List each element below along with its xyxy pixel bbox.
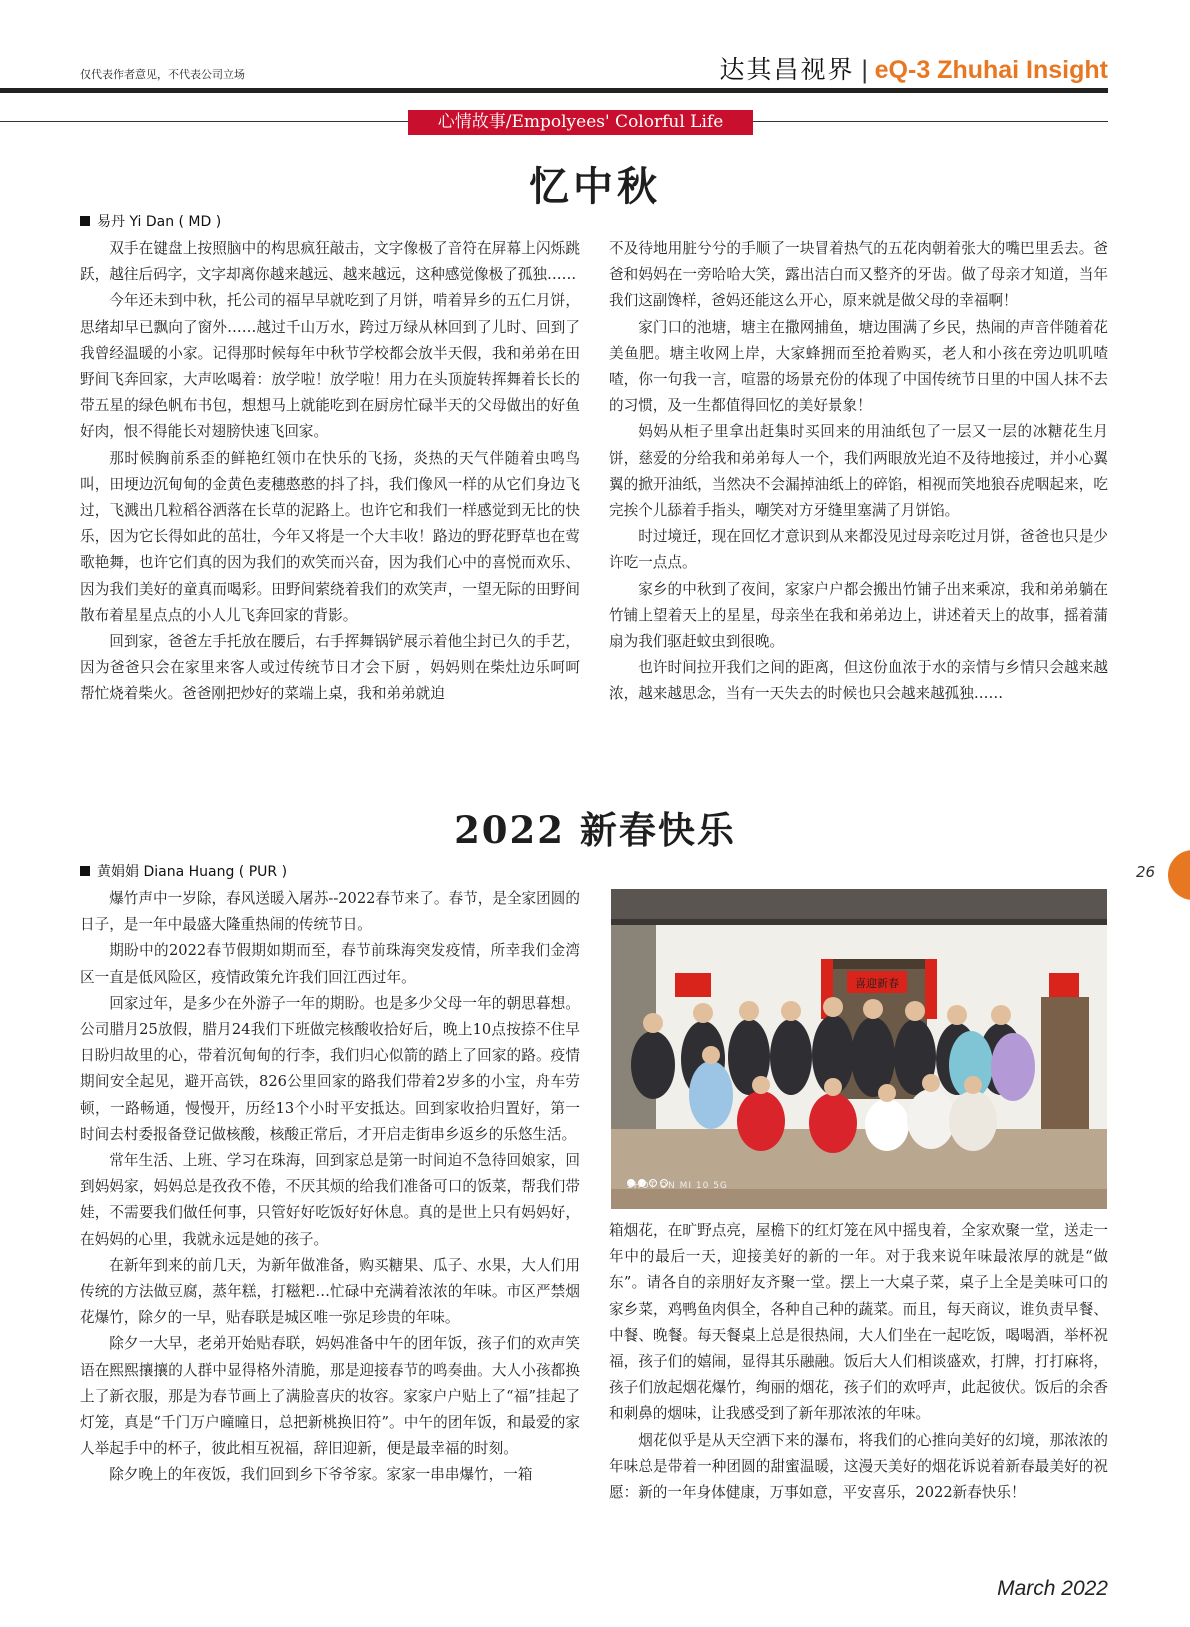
paragraph: 箱烟花，在旷野点亮，屋檐下的红灯笼在风中摇曳着，全家欢聚一堂，送走一年中的最后一天，迎接美好的新的一年。对于我来说年味最浓厚的就是“做东”。请各自的亲朋好友齐聚一堂。摆上一大桌子菜，桌子上全是美味可口的家乡菜，鸡鸭鱼肉俱全，各种自己种的蔬菜。而且，每天商议，谁负责早餐、中餐、晚餐。每天餐桌上总是很热闹，大人们坐在一起吃饭，喝喝酒，举杯祝福，孩子们的嬉闹，显得其乐融融。饭后大人们相谈盛欢，打牌，打打麻将，孩子们放起烟花爆竹，绚丽的烟花，孩子们的欢呼声，此起彼伏。饭后的余香和刺鼻的烟味，让我感受到了新年那浓浓的年味。: [609, 1222, 1108, 1423]
article-author: [80, 211, 221, 231]
paragraph: 烟花似乎是从天空洒下来的瀑布，将我们的心推向美好的幻境，那浓浓的年味总是带着一种团圆的甜蜜温暖，这漫天美好的烟花诉说着新春最美好的祝愿：新的一年身体健康，万事如意，平安喜乐，2022新春快乐！: [609, 1431, 1108, 1502]
page-tab-marker: [1168, 850, 1190, 900]
bullet-square-icon: [80, 216, 90, 226]
article-title: 忆中秋: [529, 163, 661, 210]
section-tag: 心情故事/Empolyees' Colorful Life: [408, 110, 753, 135]
paragraph: 家门口的池塘，塘主在撒网捕鱼，塘边围满了乡民，热闹的声音伴随着花美鱼肥。塘主收网上岸，大家蜂拥而至抢着购买，老人和小孩在旁边叽叽喳喳，你一句我一言，喧嚣的场景充份的体现了中国传统节日里的中国人抹不去的习惯，及一生都值得回忆的美好景象！: [609, 318, 1108, 415]
paragraph: 除夕一大早，老弟开始贴春联，妈妈准备中午的团年饭，孩子们的欢声笑语在熙熙攘攘的人群中显得格外清脆，那是迎接春节的鸣奏曲。大人小孩都换上了新衣服，那是为春节画上了满脸喜庆的妆容。家家户户贴上了“福”挂起了灯笼，真是“千门万户曈曈日，总把新桃换旧符”。中午的团年饭，和最爱的家人举起手中的杯子，彼此相互祝福，辞旧迎新，便是最幸福的时刻。: [80, 1335, 580, 1458]
family-photo-illustration: [611, 889, 1107, 1209]
page-number: 26: [1136, 863, 1156, 881]
photo-watermark: SHOT ON MI 10 5G: [627, 1181, 728, 1191]
magazine-masthead: [720, 50, 1108, 86]
author-name: 黄娟娟 Diana Huang ( PUR ): [97, 864, 288, 880]
family-photo: [611, 889, 1107, 1209]
paragraph: 妈妈从柜子里拿出赶集时买回来的用油纸包了一层又一层的冰糖花生月饼，慈爱的分给我和弟弟每人一个，我们两眼放光迫不及待地接过，并小心翼翼的掀开油纸，当然决不会漏掉油纸上的碎馅，相视而笑地狼吞虎咽起来，吃完挨个儿舔着手指头，嘲笑对方牙缝里塞满了月饼馅。: [609, 423, 1108, 520]
paragraph: 常年生活、上班、学习在珠海，回到家总是第一时间迫不急待回娘家，回到妈妈家，妈妈总是孜孜不倦，不厌其烦的给我们准备可口的饭菜，帮我们带娃，不需要我们做任何事，只管好好吃饭好好休息。真的是世上只有妈妈好，在妈妈的心里，我就永远是她的孩子。: [80, 1152, 580, 1248]
article-author: [80, 861, 287, 881]
paragraph: 时过境迁，现在回忆才意识到从来都没见过母亲吃过月饼，爸爸也只是少许吃一点点。: [609, 528, 1108, 572]
column-title-en: eQ-3 Zhuhai Insight: [874, 56, 1108, 84]
header-rule: [0, 88, 1108, 93]
paragraph: 今年还未到中秋，托公司的福早早就吃到了月饼，啃着异乡的五仁月饼，思绪却早已飘向了窗外……越过千山万水，跨过万绿从林回到了儿时、回到了我曾经温暖的小家。记得那时候每年中秋节学校都会放半天假，我和弟弟在田野间飞奔回家，大声吆喝着：放学啦！放学啦！用力在头顶旋转挥舞着长长的带五星的绿色帆布书包，想想马上就能吃到在厨房忙碌半天的父母做出的好鱼好肉，恨不得能长对翅膀快速飞回家。: [80, 292, 580, 441]
issue-date: March 2022: [997, 1577, 1108, 1600]
paragraph: 在新年到来的前几天，为新年做准备，购买糖果、瓜子、水果，大人们用传统的方法做豆腐，蒸年糕，打糍粑…忙碌中充满着浓浓的年味。市区严禁烟花爆竹，除夕的一早，贴春联是城区唯一弥足珍贵的年味。: [80, 1256, 580, 1327]
author-name: 易丹 Yi Dan ( MD ): [97, 214, 222, 230]
bullet-square-icon: [80, 866, 90, 876]
paragraph: 双手在键盘上按照脑中的构思疯狂敲击，文字像极了音符在屏幕上闪烁跳跃，越往后码字，文字却离你越来越远、越来越远，这种感觉像极了孤独……: [80, 240, 580, 284]
masthead-separator: |: [860, 56, 869, 84]
paragraph: 家乡的中秋到了夜间，家家户户都会搬出竹铺子出来乘凉，我和弟弟躺在竹铺上望着天上的星星，母亲坐在我和弟弟边上，讲述着天上的故事，摇着蒲扇为我们驱赶蚊虫到很晚。: [609, 580, 1108, 651]
article-title: 2022 新春快乐: [454, 808, 736, 852]
paragraph: 回家过年，是多少在外游子一年的期盼。也是多少父母一年的朝思暮想。公司腊月25放假，腊月24我们下班做完核酸收拾好后，晚上10点按捺不住早日盼归故里的心，带着沉甸甸的行李，我们归心似箭的踏上了回家的路。疫情期间安全起见，避开高铁，826公里回家的路我们带着2岁多的小宝，舟车劳顿，一路畅通，慢慢开，历经13个小时平安抵达。回到家收拾归置好，第一时间去村委报备登记做核酸，核酸正常后，才开启走街串乡返乡的乐悠生活。: [80, 994, 580, 1143]
article-column-right: [609, 1218, 1108, 1506]
article-column-left: [80, 236, 580, 708]
article-column-right: [609, 236, 1108, 708]
disclaimer-text: 仅代表作者意见，不代表公司立场: [80, 68, 245, 81]
article-column-left: [80, 886, 580, 1489]
paragraph: 回到家，爸爸左手托放在腰后，右手挥舞锅铲展示着他尘封已久的手艺，因为爸爸只会在家里来客人或过传统节日才会下厨 ，妈妈则在柴灶边乐呵呵帮忙烧着柴火。爸爸刚把炒好的菜端上桌，我和弟弟就迫: [80, 633, 580, 703]
paragraph: 期盼中的2022春节假期如期而至，春节前珠海突发疫情，所幸我们金湾区一直是低风险区，疫情政策允许我们回江西过年。: [80, 942, 580, 986]
paragraph: 除夕晚上的年夜饭，我们回到乡下爷爷家。家家一串串爆竹，一箱: [109, 1466, 533, 1484]
paragraph: 也许时间拉开我们之间的距离，但这份血浓于水的亲情与乡情只会越来越浓，越来越思念，当有一天失去的时候也只会越来越孤独……: [609, 659, 1108, 703]
paragraph: 不及待地用脏兮兮的手顺了一块冒着热气的五花肉朝着张大的嘴巴里丢去。爸爸和妈妈在一旁哈哈大笑，露出洁白而又整齐的牙齿。做了母亲才知道，当年我们这副馋样，爸妈还能这么开心，原来就是做父母的幸福啊！: [609, 240, 1108, 310]
paragraph: 那时候胸前系歪的鲜艳红领巾在快乐的飞扬，炎热的天气伴随着虫鸣鸟叫，田埂边沉甸甸的金黄色麦穗憨憨的抖了抖，我们像风一样的从它们身边飞过，飞溅出几粒稻谷洒落在长草的泥路上。也许它和我们一样感觉到无比的快乐，因为它长得如此的茁壮，今年又将是一个大丰收！路边的野花野草也在莺歌艳舞，也许它们真的因为我们的欢笑而兴奋，因为我们心中的喜悦而欢乐、因为我们美好的童真而喝彩。田野间萦绕着我们的欢笑声，一望无际的田野间散布着星星点点的小人儿飞奔回家的背影。: [80, 449, 580, 624]
column-title-cn: 达其昌视界: [719, 55, 855, 84]
photo-couplet-text: 喜迎新春: [855, 977, 899, 990]
paragraph: 爆竹声中一岁除，春风送暖入屠苏--2022春节来了。春节，是全家团圆的日子，是一年中最盛大隆重热闹的传统节日。: [80, 890, 580, 934]
